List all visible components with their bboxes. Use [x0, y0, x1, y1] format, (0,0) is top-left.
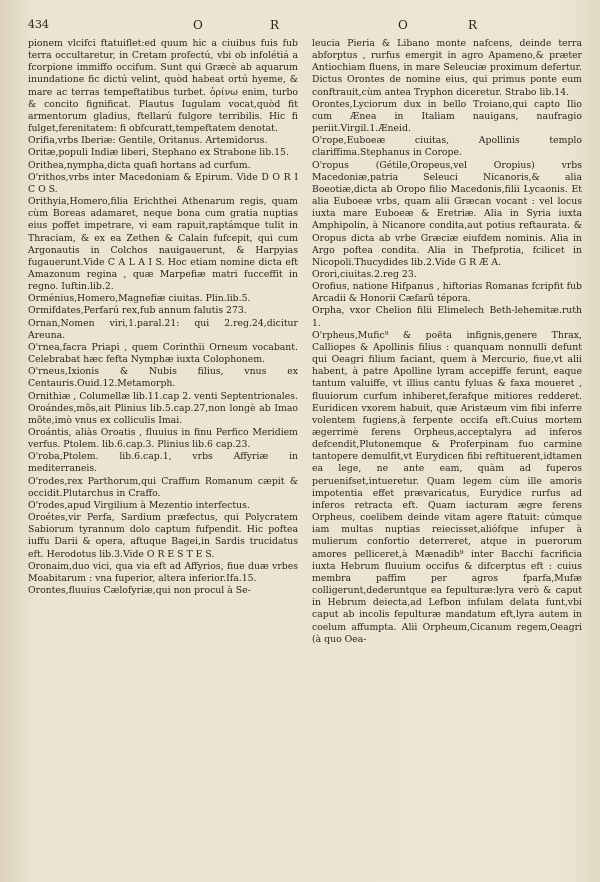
- dictionary-entry: Ornithiæ , Columellæ lib.11.cap 2. venti Septentrionales.: [28, 390, 299, 402]
- left-column: [28, 38, 298, 646]
- page-header: [28, 18, 582, 38]
- running-head-letter: O: [193, 18, 205, 32]
- right-column: [312, 38, 582, 646]
- dictionary-entry: Orménius,Homero,Magnefiæ ciuitas. Plin.lib.5.: [28, 293, 251, 305]
- running-head-letter: R: [468, 18, 480, 32]
- page-number: 434: [28, 18, 49, 31]
- dictionary-entry: O'rodes,rex Parthorum,qui Craffum Romanum cæpit & occidit.Plutarchus in Craffo.: [28, 475, 298, 499]
- text-columns: [28, 38, 582, 646]
- dictionary-entry: Ormifdates,Perfarú rex,fub annum falutis 273.: [28, 305, 247, 317]
- dictionary-entry: O'ropus (Gétile,Oropeus,vel Oropius) vrbs Macedoniæ,patria Seleuci Nicanoris,& alia Boeotiæ,dicta ab Oropo filio Macedonis,filii Lycaonis. Et alia Euboeæ vrbs, quam alii Græcan vocant : vel locus iuxta mare Euboeæ & Eretriæ. Alia in Syria iuxta Amphipolin, à Nicanore condita,aut potius reftaurata. & Oropus dicta ab vrbe Græciæ eiufdem nominis. Alia in Argo poftea condita. Alia in Thefprotia, fcilicet in Nicopoli.Thucydides lib.2.Vide G R Æ A.: [312, 159, 582, 268]
- dictionary-entry: O'rodes,apud Virgilium à Mezentio interfectus.: [28, 499, 250, 511]
- dictionary-entry: O'rnea,facra Priapi , quem Corinthii Orneum vocabant. Celebrabat hæc fefta Nymphæ iuxta Colophonem.: [28, 341, 298, 366]
- dictionary-entry: O'rithos,vrbs inter Macedoniam & Epirum. Vide D O R I C O S.: [28, 171, 298, 195]
- dictionary-entry: Orpha, vxor Chelion filii Elimelech Beth-lehemitæ.ruth 1.: [312, 305, 582, 329]
- dictionary-entry: Orontes,Lyciorum dux in bello Troiano,qui capto Ilio cum Ænea in Italiam nauigans, naufragio periit.Virgil.1.Æneid.: [312, 98, 582, 135]
- dictionary-entry: Oritæ,populi Indiæ liberi, Stephano ex Strabone lib.15.: [28, 147, 289, 159]
- dictionary-entry: pionem vlcifci ftatuiflet:ed quum hic a ciuibus fuis fub terra occultaretur, in Cretam profectú, vbi ob infolétiá a fcorpione immiffo occifum. Sunt qui Græcè ab aquarum inundatione fic dictú velint, quòd habeat ortú hyeme, & mare ac terras tempeftatibus turbet. ὀρίνω enim, turbo & concito fignificat. Plautus Iugulam vocat,quòd fit armentorum gladius, ftellarú fulgore terribilis. Hic fi fulget,ferenitatem: fi obfcuratt,tempeftatem denotat.: [28, 38, 298, 135]
- dictionary-entry: Orithea,nympha,dicta quafi hortans ad curfum.: [28, 159, 251, 171]
- dictionary-entry: O'rpheus,Mufic⁹ & poëta infignis,genere Thrax, Calliopes & Apollinis filius : quanquam nonnulli defunt qui Oeagri filium faciant, quem à Mercurio, fiue,vt alii habent, à patre Apolline lyram accepiffe ferunt, eaque tantum valuiffe, vt illius cantu fyluas & faxa moueret , fluuiorum curfum inhiberet,ferafque mitiores redderet. Euridicen vxorem habuit, quæ Aristæum vim fibi inferre volentem fugiens,à ferpente occifa eft.Cuius mortem ægerrimè ferens Orpheus,acceptalyra ad inferos defcendit,Plutonemque & Proferpinam fuo carmine tantopere demulfit,vt Eurydicen fibi reftituerent,idtamen ea lege, ne ante eam, quàm ad fuperos peruenifset,intueretur. Quam legem cùm ille amoris impotentia effet prævaricatus, Eurydice rurfus ad inferos retracta eft. Quam iacturam ægre ferens Orpheus, coelibem deinde vitam agere ftatuit: cúmque iam multas nuptias reiecisset,aliófque infuper à mulierum confortio deterreret, atque in puerorum amores pelliceret,à Mænadib⁹ inter Bacchi facrificia iuxta Hebrum fluuium occifus & difcerptus eft : cuius membra paffim per agros fparfa,Mufæ colligerunt,dederuntque ea fepulturæ:lyra verò & caput in Hebrum deiecta,ad Lefbon infulam delata funt,vbi caput ab incolis fepulturæ mandatum eft,lyra autem in coelum affumpta. Alii Orpheum,Cicanum regem,Oeagri (à quo Oea-: [312, 329, 582, 645]
- dictionary-entry: Oroándes,mõs,ait Plinius lib.5.cap.27,non longè ab Imao mõte,imò vnus ex colliculis Imai.: [28, 402, 298, 426]
- dictionary-entry: Orithyia,Homero,filia Erichthei Athenarum regis, quam cùm Boreas adamaret, neque bona cum gratia nuptias eius poffet impetrare, vi eam rapuit,raptámque tulit in Thraciam, & ex ea Zethen & Calain fufcepit, qui cum Argonautis in Colchos nauigauerunt, & Harpyias fugauerunt.Vide C A L A I S. Hoc etiam nomine dicta eft Amazonum regina , quæ Marpefiæ matri fucceffit in regno. Iuftin.lib.2.: [28, 196, 298, 293]
- dictionary-entry: O'rneus,Ixionis & Nubis filius, vnus ex Centauris.Ouid.12.Metamorph.: [28, 366, 298, 390]
- dictionary-entry: O'rope,Euboeæ ciuitas, Apollinis templo clariffima.Stephanus in Corope.: [312, 135, 582, 159]
- running-head-letter: R: [270, 18, 282, 32]
- dictionary-entry: O'roba,Ptolem. lib.6.cap.1, vrbs Affyriæ in mediterraneis.: [28, 451, 298, 475]
- dictionary-entry: Orori,ciuitas.2.reg 23.: [312, 268, 417, 280]
- dictionary-entry: Orontes,fluuius Cælofyriæ,qui non procul à Se-: [28, 585, 251, 597]
- dictionary-entry: Oroántis, aliàs Oroatis , fluuius in finu Perfico Meridiem verfus. Ptolem. lib.6.cap.3. Plinius lib.6 cap.23.: [28, 427, 298, 451]
- running-head-letter: O: [398, 18, 410, 32]
- dictionary-entry: Oroétes,vir Perfa, Sardium præfectus, qui Polycratem Sabiorum tyrannum dolo captum fufpendit. Hic poftea iuffu Darii & opera, aftuque Bagei,in Sardis trucidatus eft. Herodotus lib.3.Vide O R E S T E S.: [28, 512, 298, 560]
- dictionary-entry: Ornan,Nomen viri,1.paral.21: qui 2.reg.24,dicitur Areuna.: [28, 317, 298, 341]
- dictionary-entry: leucia Pieria & Libano monte nafcens, deinde terra abforptus , rurfus emergit in agro Apameno,& præter Antiochiam fluens, in mare Seleuciæ proximum defertur. Dictus Orontes de nomine eius, qui primus ponte eum conftrauit,cùm antea Tryphon diceretur. Strabo lib.14.: [312, 38, 582, 98]
- dictionary-entry: Oronaim,duo vici, qua via eft ad Affyrios, fiue duæ vrbes Moabitarum : vna fuperior, altera inferior.Ifa.15.: [28, 560, 298, 584]
- dictionary-entry: Orofius, natione Hifpanus , hiftorias Romanas fcripfit fub Arcadii & Honorii Cæfarũ tépora.: [312, 281, 582, 305]
- dictionary-entry: Orifia,vrbs Iberiæ: Gentile, Oritanus. Artemidorus.: [28, 135, 268, 147]
